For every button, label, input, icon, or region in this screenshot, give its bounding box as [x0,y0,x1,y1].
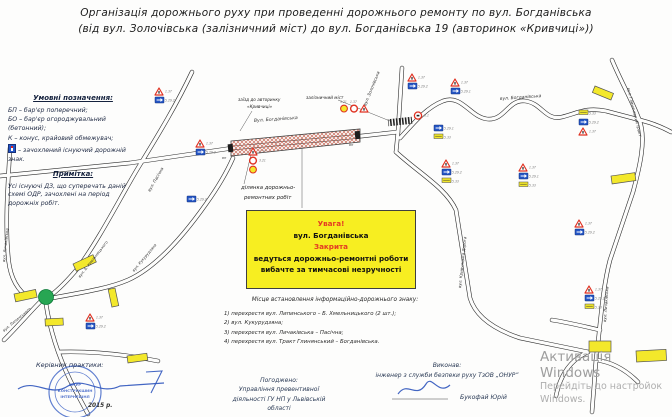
sign-number-label: 3.21 [259,158,266,163]
legend-item: – зачохлений існуючий дорожній знак. [8,144,138,164]
sign-cluster [434,125,454,140]
sign-number-label: 1.37 [418,75,425,80]
map-annotation: «Кривчиці» [247,104,273,109]
warning-glyph [89,317,90,320]
map-annotation: заїзд до авторинку [238,97,281,102]
sign-number-label: 5.33 [529,183,536,188]
street-label: вул. Липинського [1,306,32,333]
legend-item: К – конус, крайовий обмежувач; [8,134,114,142]
windows-activation-watermark [540,349,672,407]
sign-number-label: 1.37 [461,80,468,85]
info-board-marker [45,318,63,326]
sign-number-label: 5.33 [444,135,451,140]
legend-item: БО – бар'єр огороджувальний (бетонний); [8,116,106,133]
executor-label: Виконав: [432,362,462,369]
sign-number-label: 5.29.2 [197,197,207,202]
sign-number-label: 5.29.2 [452,170,462,175]
stamp-year: 2015 р. [88,403,113,409]
sign-number-label: 5.33 [452,179,459,184]
legend-item: БП – бар'єр поперечний; [8,106,88,114]
stamp-text: ІНТЕРНЕШНЛ [60,394,90,399]
street-label: вул. Золочівська [362,70,381,107]
sign-number-label: 1.37 [96,315,103,320]
warning-glyph [582,131,583,134]
install-item: 1) перехрестя вул. Липинського – Б. Хмельницького (2 шт.); [224,311,397,317]
barrier-label: БП [349,143,354,147]
prohibition-sign-icon [351,105,358,112]
sign-number-label: 1.37 [595,287,602,292]
street-label: вул. Б. Хмельницького [76,239,109,279]
legend [8,94,138,210]
warning-glyph [363,108,364,111]
sign-cluster [408,74,428,89]
warning-glyph [199,143,200,146]
road-surface [552,320,600,330]
prohibition-sign-icon [250,157,257,164]
sign-cluster [519,164,539,188]
executor-name: Букофай Юрій [460,394,507,401]
warning-glyph [252,151,253,154]
sign-number-label: 5.29.1 [461,89,471,94]
sign-cluster [187,196,207,202]
sign-number-label: 1.37 [350,100,357,104]
sign-number-label: 1.37 [165,89,172,94]
sign-cluster [155,88,175,103]
install-heading: Місце встановлення інформаційно-дорожнього знаку: [251,297,419,303]
sign-cluster [575,220,595,235]
barrier-label: БП [222,156,227,160]
notice-status: Закрита [313,242,349,252]
street-label: вул. Глинянський тракт [626,87,644,138]
street-label: вул. Личаківська [602,286,610,323]
sign-number-label: 5.29.2 [595,296,605,301]
sign-number-label: 3.21 [340,100,347,104]
stamp-text: ОНУР [68,382,82,387]
info-board-marker [108,288,119,307]
stamp-text: КОНСТРУКШИН [57,388,93,393]
info-board-marker [14,289,37,301]
executor-block [352,361,542,401]
railway-bridge-marker [388,117,413,126]
work-zone-label: ділянка дорожньо- [241,185,296,191]
sign-number-label: 5.33 [595,305,602,310]
legend-note-text: Усі існуючі ДЗ, що суперечать даній схемі ОДР, зачохлені на період дорожніх робіт. [8,182,126,207]
sign-number-label: 5.33 [589,111,596,116]
sign-number-label: 5.29.2 [165,98,175,103]
road-surface [400,100,640,138]
notice-line4: вибачте за тимчасові незручності [260,265,402,275]
sign-number-label: 1.37 [452,161,459,166]
agreed-line: діяльності ГУ НП у Львівській [232,395,326,403]
install-item: 2) вул. Кукурудзяна; [224,320,284,327]
map-annotation: залізничний міст [306,95,344,100]
signature-stroke [146,371,162,393]
sign-number-label: 5.29.2 [589,120,599,125]
street-label: вул. Богданівська [499,94,542,102]
page-title [0,5,672,38]
warning-glyph [522,167,523,170]
notice-street: вул. Богданівська [293,230,369,240]
leader-line [240,111,252,131]
legend-note-heading: Примітка: [52,169,94,178]
notice-attention: Увага! [317,219,345,228]
sign-number-label: 5.29.2 [585,230,595,235]
install-item: 4) перехрестя вул. Тракт Глинянський – Богданівська. [224,339,380,346]
no-stopping-sign-icon [341,105,348,112]
title-line1: Організація дорожнього руху при проведенні дорожнього ремонту по вул. Богданівська [80,7,592,19]
sign-number-label: 1.37 [589,129,596,134]
warning-glyph [411,77,412,80]
street-label: вул. Личаківська [1,228,10,263]
info-board-marker [592,86,613,100]
sign-number-label: 1.37 [529,165,536,170]
street-label: вул. Кукурудзяна [130,242,158,273]
info-board-marker [611,173,636,184]
sign-number-label: 1.37 [585,221,592,226]
street-label: вул. Пасічна [146,166,165,193]
legend-heading: Умовні позначення: [33,94,113,102]
barrier-marker [228,144,234,152]
executor-role: інженер з служби безпеки руху ТзОВ „ОНУР” [375,371,519,379]
warning-glyph [158,91,159,94]
car-glyph [417,115,420,117]
supervisor-label: Керівник практики: [36,361,104,369]
sign-cluster [196,140,216,155]
sign-cluster [451,79,471,94]
agreed-block [214,376,344,413]
road-surface [640,120,671,132]
sign-number-label: 5.29.2 [206,150,216,155]
sign-number-label: 5.29.1 [529,174,539,179]
no-stopping-sign-icon [250,166,257,173]
sign-cluster [442,160,462,184]
title-line2: (від вул. Золочівська (залізничний міст) до вул. Богданівська 19 (авторинок «Кривчиці»)) [78,23,594,36]
roundabout-marker [39,290,54,305]
agreed-line: Управління превентивної [238,386,320,394]
sign-number-label: 5.29.1 [444,126,454,131]
warning-glyph [588,289,589,292]
agreed-line: області [267,404,291,412]
sign-number-label: 1.37 [206,141,213,146]
sign-cluster [86,314,106,329]
watermark-line: Перейдіть до настройок [540,381,663,393]
sign-number-label: 3.1 [424,113,429,118]
sign-cluster [579,110,599,135]
sign-number-label: 1.37 [259,149,266,154]
work-zone-label: ремонтних робіт [244,195,292,201]
agreed-label: Погоджено: [260,377,298,384]
warning-glyph [578,223,579,226]
street-label: Вул. Богданівська [253,115,298,124]
sign-number-label: 5.29.2 [418,84,428,89]
watermark-title: Активація Windows [540,349,612,382]
sign-number-label: 5.29.2 [96,324,106,329]
signature-stroke [398,381,450,394]
warning-glyph [445,163,446,166]
barrier-marker [355,131,361,139]
warning-glyph [454,82,455,85]
install-item: 3) перехрестя вул. Личаківська – Пасічна; [224,329,344,336]
street-label: вул. Кривчицька Дорога [457,236,468,289]
covered-sign-icon [8,144,16,153]
watermark-line: Windows. [540,394,586,406]
install-locations [208,297,462,348]
notice-line3: ведуться дорожньо-ремонтні роботи [253,253,409,263]
road-closed-notice-board [246,210,416,289]
